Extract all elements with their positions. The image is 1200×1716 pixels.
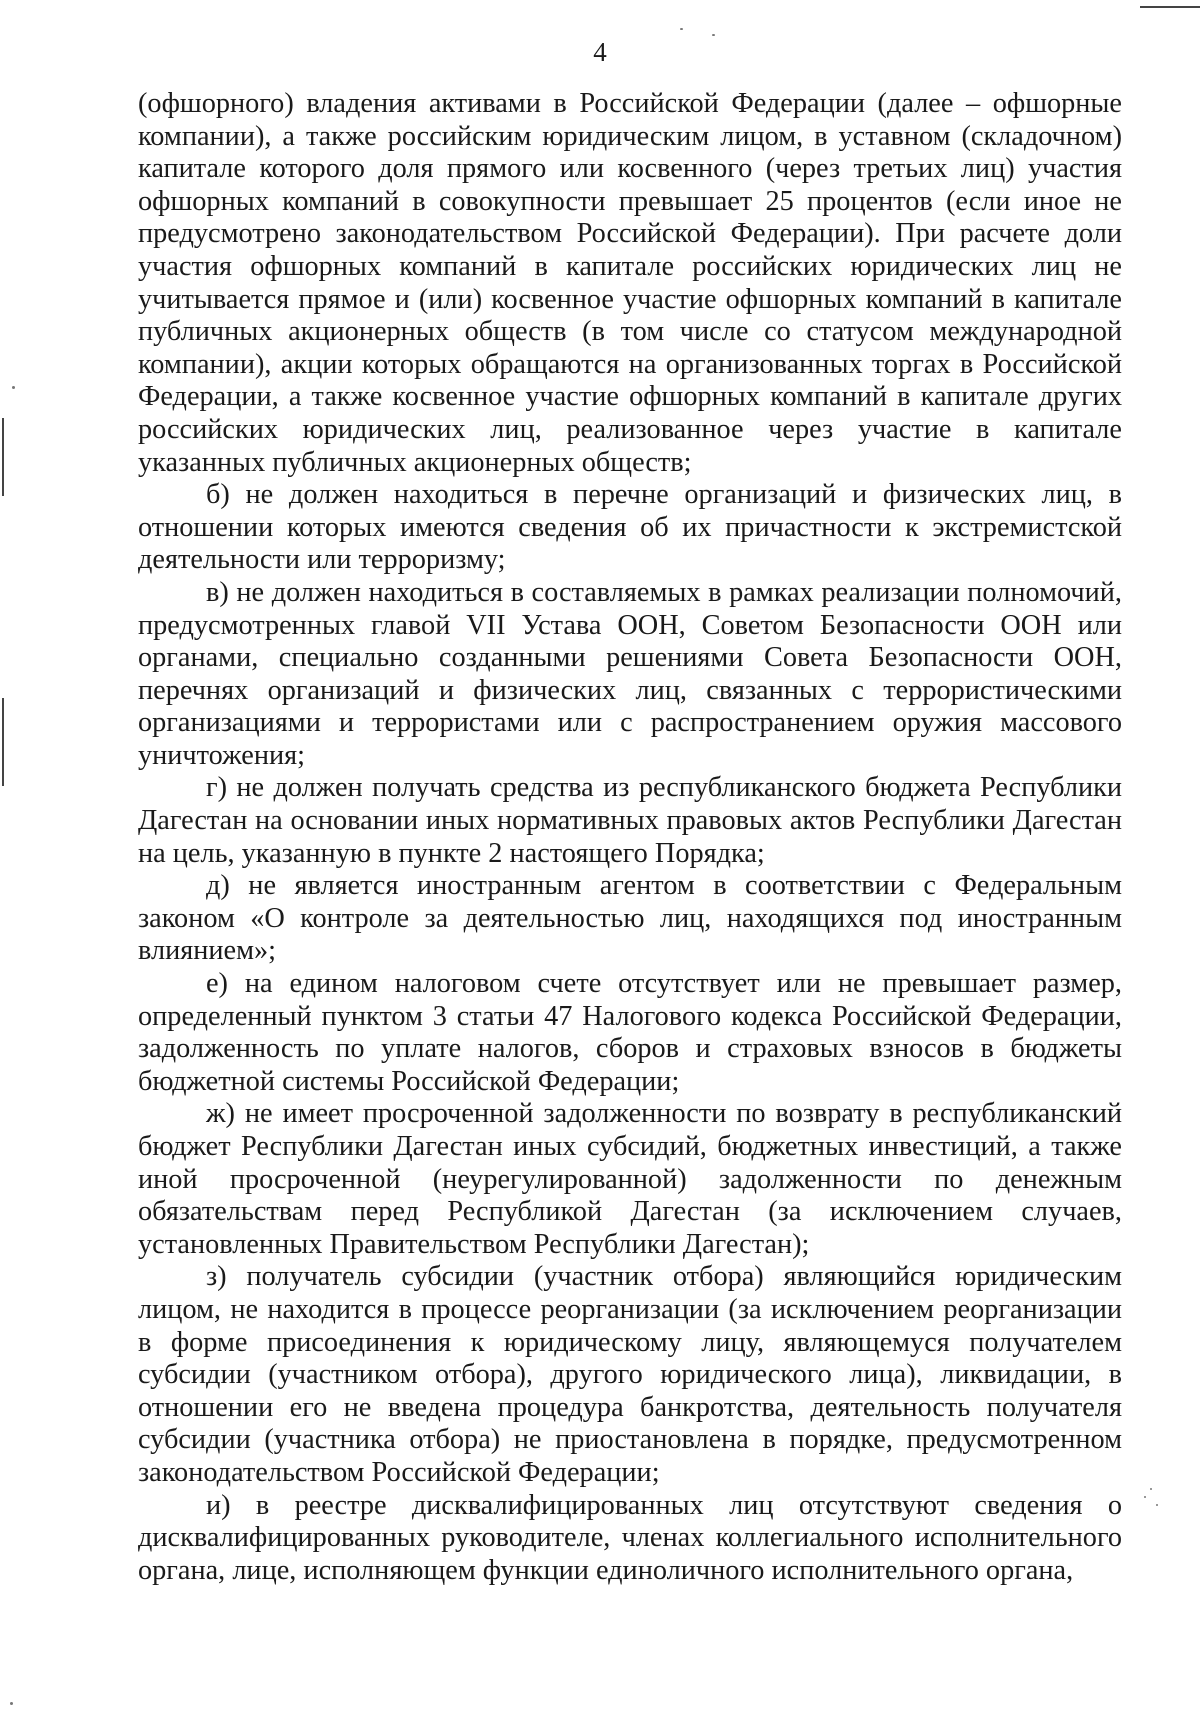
page-number: 4 — [593, 37, 607, 67]
scan-edge-left-lower — [2, 698, 4, 786]
scan-edge-top-right — [1140, 6, 1200, 8]
paragraph-d: д) не является иностранным агентом в соответствии с Федеральным законом «О контроле за деятельностью лиц, находящихся под иностранным влиянием»; — [138, 870, 1122, 967]
scan-speck — [680, 28, 683, 30]
paragraph-z: з) получатель субсидии (участник отбора) являющийся юридическим лицом, не находится в процессе реорганизации (за исключением реорганизации в форме присоединения к юридическому лицу, являющемуся получателем субсидии (участником отбора), другого юридического лица), ликвидации, в отношении его не введена процедура банкротства, деятельность получателя субсидии (участника отбора) не приостановлена в порядке, предусмотренном законодательством Российской Федерации; — [138, 1261, 1122, 1488]
scan-speck — [12, 386, 15, 389]
paragraph-e: е) на едином налоговом счете отсутствует или не превышает размер, определенный пунктом 3 статьи 47 Налогового кодекса Российской Федерации, задолженность по уплате налогов, сборов и страховых взносов в бюджеты бюджетной системы Российской Федерации; — [138, 968, 1122, 1097]
paragraph-b: б) не должен находиться в перечне организаций и физических лиц, в отношении которых имеются сведения об их причастности к экстремистской деятельности или терроризму; — [138, 479, 1122, 576]
document-body — [138, 88, 1122, 1587]
paragraph-v: в) не должен находиться в составляемых в рамках реализации полномочий, предусмотренных главой VII Устава ООН, Советом Безопасности ООН или органами, специально созданными решениями Совета Безопасности ООН, перечнях организаций и физических лиц, связанных с террористическими организациями и террористами или с распространением оружия массового уничтожения; — [138, 576, 1122, 771]
scan-speck — [10, 1702, 13, 1705]
paragraph-offshore: (офшорного) владения активами в Российской Федерации (далее – офшорные компании), а также российским юридическим лицом, в уставном (складочном) капитале которого доля прямого или косвенного (через третьих лиц) участия офшорных компаний в совокупности превышает 25 процентов (если иное не предусмотрено законодательством Российской Федерации). При расчете доли участия офшорных компаний в капитале российских юридических лиц не учитывается прямое и (или) косвенное участие офшорных компаний в капитале публичных акционерных обществ (в том числе со статусом международной компании), акции которых обращаются на организованных торгах в Российской Федерации, а также косвенное участие офшорных компаний в капитале других российских юридических лиц, реализованное через участие в капитале указанных публичных акционерных обществ; — [138, 88, 1122, 478]
paragraph-i: и) в реестре дисквалифицированных лиц отсутствуют сведения о дисквалифицированных руководителе, членах коллегиального исполнительного органа, лице, исполняющем функции единоличного исполнительного органа, — [138, 1489, 1122, 1586]
paragraph-g: г) не должен получать средства из республиканского бюджета Республики Дагестан на основании иных нормативных правовых актов Республики Дагестан на цель, указанную в пункте 2 настоящего Порядка; — [138, 772, 1122, 869]
scan-speck — [1156, 1504, 1158, 1506]
paragraph-zh: ж) не имеет просроченной задолженности по возврату в республиканский бюджет Республики Дагестан иных субсидий, бюджетных инвестиций, а также иной просроченной (неурегулированной) задолженности по денежным обязательствам перед Республикой Дагестан (за исключением случаев, установленных Правительством Республики Дагестан); — [138, 1098, 1122, 1260]
scan-speck — [1150, 1488, 1152, 1490]
scan-edge-left — [2, 418, 4, 496]
scan-speck — [1144, 1496, 1146, 1498]
